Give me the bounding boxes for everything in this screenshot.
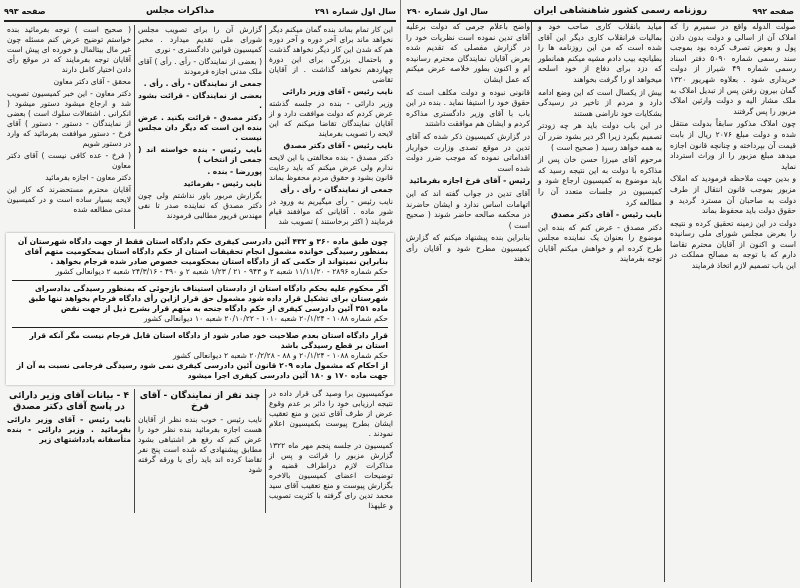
paragraph: دکتر معاون - این خبر کمیسیون تصویب شد و ارجاع میشود دستور میشود ( انکرانی . اشتغالات سلوك است ) بعضی از نمایندگان - دستور - دستور ) آقای فرخ - دستور موافقت بفرمائید که وارد در دستور شویم [7, 89, 131, 148]
paragraph: در گزارش کمیسیون ذکر شده که آقای تدین در موقع تصدی وزارت خواربار اقداماتی نموده که موجب ضرر دولت شده است [406, 131, 530, 173]
clipping-paragraph: حکم شماره ۲۸۹۶ - ۱۱/۱۱/۲۰ شعبه ۲ و ۹۴۳ - ۲۱ / ۱/۲۳ شعبه ۲ و ۴۹۰ - ۲۴/۳/۱۶ شعبه ۲ دیوانعالی کشور [55, 267, 388, 276]
paragraph: صولت الدوله واقع در سمیرم را که املاک آن از اسالی و دولت بدون دادن پول و بعوض تصرف کرده بود بموجب سند رسمی شماره ۵۰۹۰ دفتر اسناد رسمی شماره ۴۹ شیراز از دولت خریداری شود . بعلاوه شهریور ۱۳۲۰ گمان بیرون رفتن پس از تبدیل املاک به ملک مشار الیه و دولت وارثین املاک مزبور را پس گرفتند [670, 22, 797, 116]
paragraph: نایب رئیس - آقای وزیر دارائی بفرمائید . وزیر دارائی - بنده متأسفانه یادداشتهای زیر [7, 415, 131, 444]
left-page-column-right-bottom [265, 389, 396, 513]
paragraph: دکتر مصدق - بنده مخالفتی با این لایحه ندارم ولی عرض میکنم که باید رعایت قانون بشود و حقوق مردم محفوظ بماند [269, 153, 393, 182]
heading: چند نفر از نمایندگان - آقای فرخ [139, 391, 261, 412]
paragraph: و بدین جهت ملاحظه فرمودید که املاک مزبور بموجب قانون انتقال از طرف دولت به صاحبان آن مسترد گردید و حقوق دولت باید محفوظ بماند [670, 174, 796, 216]
issue-number: سال اول شماره ۲۹۰ [407, 6, 489, 16]
clipping-paragraph: حکم شماره ۱۰۸۸ - ۲۰/۱/۲۴ و ۸۸ - ۲۰/۲/۲۸ شعبه ۲ دیوانعالی کشور [172, 351, 388, 360]
issue-number: سال اول شماره ۲۹۱ [314, 6, 396, 16]
paragraph: کمیسیون در جلسه پنجم مهر ماه ۱۳۲۲ گزارش مزبور را قرائت و پس از مذاکرات لازم دراطراف قضیه و توضیحات اعضای کمیسیون بالاخره بگزارش پیوست و منع تعقیب آقای سید محمد تدین رای گرفته با کثریت تصویب و علیهذا [269, 441, 393, 510]
paragraph: میاید بانقلاب کاری صاحب خود و بمالیات فرانقلاب کاری دیگر این آقای شده است که من این روزنامه ها را بطیانچه بیب دادم مشیه میکنم همانطور که دزد برای دفاع از خود اسلحه میخواهد او را گرفت بخواهند [538, 22, 662, 84]
paragraph: آقایان محترم مستحضرند که کار این لایحه بسیار ساده است و در کمیسیون مدتی مطالعه شده [7, 185, 131, 214]
section-title: مذاکرات مجلس [146, 6, 215, 16]
left-page-column-left [4, 25, 134, 229]
paragraph: نایب رئیس - خوب بنده نظر از آقایان هست اجازه بفرمائید بنده نظر خود را عرض کنم که رفع هر اشتباهی بشود مطابق پیشنهادی که شده است پنج نفر تقاضا کرده اند باید رأی با ورقه گرفته شود [138, 415, 262, 474]
right-page-column-right [667, 22, 799, 584]
paragraph: جمعی از نمایندگان - رأی . رأی . [143, 79, 262, 88]
divider [12, 327, 388, 328]
paragraph: در این باب دولت باید هر چه زودتر تصمیم بگیرد زیرا اگر دیر بشود ضرر آن به همه خواهد رسید ( صحیح است ) [538, 121, 662, 152]
clipping-paragraph: بنابراین نمیتواند از حکمی که از دادگاه استان بمحکومیت خصوص صادر شده فرجام بخواهد . [50, 257, 388, 266]
paragraph: نایب رئیس - آقای دکتر مصدق [283, 141, 393, 150]
right-page-column-left [403, 22, 533, 584]
paragraph: بگزارش مربور باور نداشتم ولی چون دکتر مصدق که نماینده صدر تا نفی مهندس فریور مطالبی فرمودند [138, 191, 262, 220]
page-number: صفحه ۹۹۲ [752, 6, 794, 16]
clipping-paragraph: اگر محکوم علیه بحکم دادگاه استان از دادستان استیناف بازجوئی که بمنظور رسیدگی بدادسرای شهرستان برای تشکیل قرار داده شود مشمول حق قرار ازاین رأی دادگاه فرجام بخواهد تنها طبق ماده ۳۵۱ آئین دادرسی کیفری از حکم دادگاه جنحه به متهم قرار بشرح ذیل از جهت نقض [28, 284, 388, 313]
clipping-paragraph: از احکام که مشمول ماده ۲۰۹ قانون آئین دادرسی کیفری نمی شود رسیدگی فرجامی نسبت به آن از جهت ماده ۱۷۰ و ۱۸۰ آئین دادرسی کیفری اجرا میشود [16, 361, 388, 380]
paragraph: دکتر معاون - اجازه بفرمائید [45, 173, 131, 182]
right-page [400, 0, 800, 588]
paragraph: نایب رئیس - رأی میگیریم به ورود در شور ماده . آقایانی که موافقند قیام فرمایند ( اکثر برخاستند ) تصویب شد [269, 197, 393, 226]
paragraph: نایب رئیس - آقای دکتر مصدق [551, 210, 662, 220]
paragraph: پوررضا - بنده . [207, 167, 262, 176]
paragraph: محقق - آقای دکتر معاون [53, 77, 131, 86]
left-page-bottom-columns [4, 389, 396, 513]
paragraph: مرحوم آقای میرزا حسن خان پس از مذاکره با دولت به این نتیجه رسید که باید موضوع به کمیسیون ارجاع شود و کمیسیون در جلسات متعدد آن را مطالعه کرد [538, 155, 662, 207]
paragraph: نایب رئیس - بنده خواسته اند ( جمعی از انتخاب ) [138, 145, 262, 164]
paragraph: ( صحیح است ) توجه بفرمائید بنده خواستم توضیح عرض کنم مسئله چون غیر مال بیتالمال و خورده ای پیش است آقایان توجه بفرمایند که در موقع رأی دادن اختیار کامل دارند [7, 25, 131, 74]
right-page-column-middle [535, 22, 665, 584]
paragraph: ( فرخ - عده کافی نیست ) آقای دکتر معاون [7, 151, 131, 170]
paragraph: نایب رئیس - آقای وزیر دارائی [282, 87, 393, 96]
paragraph: دکتر مصدق - عرض کنم که بنده این موضوع را بعنوان یک نماینده مجلس طرح کرده ام و خواهش میکنم آقایان توجه بفرمایند [538, 222, 662, 264]
left-page-column-left-bottom [4, 389, 134, 513]
paragraph: گزارش آن را برای تصویب مجلس شورای ملی تقدیم میدارد . مخبر کمیسیون قوانین دادگستری - نوری [138, 25, 262, 54]
paragraph: نایب رئیس - بفرمائید [183, 179, 262, 188]
paragraph: بنابراین بنده پیشنهاد میکنم که گزارش کمیسیون مطرح شود و آقایان رأی بدهند [406, 233, 530, 264]
paragraph: واضح باعلام جرمی که دولت برعلیه آقای تدین نموده است نظریات خود را در گزارش مفصلی که تقدیم شده بعرض آقایان نمایندگان محترم رسانیده ام و اکنون بطور خلاصه عرض میکنم که عمل ایشان [406, 22, 530, 84]
paragraph: دکتر مصدق - قرائت بکنید . عرض بنده این است که دیگر دان مجلس نیست . [138, 113, 262, 142]
left-page-top-columns [4, 25, 396, 229]
left-page-header [4, 4, 396, 22]
newspaper-title: روزنامه رسمی کشور شاهنشاهی ایران [533, 6, 708, 16]
paragraph: بعضی از نمایندگان - قرائت بشود . [138, 91, 262, 110]
page-number: صفحه ۹۹۳ [4, 6, 46, 16]
paragraph: چون املاک مذکور سابقاً بدولت منتقل شده و دولت مبلغ ۲۰۷۶ ریال از بابت قیمت آن بپرداخته و چنانچه قانون اجازه میدهد مبلغ مزبور را از وراث استرداد نماید [670, 119, 796, 171]
left-page-column-middle [134, 25, 265, 229]
paragraph: وزیر دارائی - بنده در جلسه گذشته عرض کردم که دولت موافقت دارد و از آقایان نمایندگان تقاضا میکنم که این لایحه را تصویب بفرمایند [269, 99, 393, 138]
paragraph: این کار تمام بماند بنده گمان میکنم دیگر نخواهد ماند برای آخر دوره و آخر دوره هم که شدن این کار دیگر نخواهد گذشت و باحتمال بزرگی برای این دورهٔ چهاردهم نخواهد گذاشت . از آقایان تقاضی [269, 25, 393, 84]
paragraph: قانونی نبوده و دولت مکلف است که حقوق خود را استیفا نماید . بنده در این باب با آقای وزیر دادگستری مذاکره کردم و ایشان هم موافقت داشتند [406, 87, 530, 129]
left-page-column-right [265, 25, 396, 229]
paragraph: جمعی از نمایندگان - رأی . رأی [280, 185, 393, 194]
pasted-clipping [6, 233, 394, 385]
paragraph: بیش از یکسال است که این وضع ادامه دارد و مردم از تاخیر در رسیدگی بشکایات خود ناراضی هستند [538, 87, 662, 118]
paragraph: موکمیسیون برا وصید گی قرار داده در نتیجه ارزیابی خود را دائر بر عدم وقوع عرض از طرف آقای تدین و منع تعقیب ایشان بطرح پیوست بکمیسیون اعلام نمودند . [269, 389, 393, 438]
paragraph: رئیس - آقای فرخ اجازه بفرمائید [409, 176, 530, 186]
paragraph: آقای تدین در جواب گفته اند که این اتهامات اساس ندارد و ایشان حاضرند در محکمه صالحه حاضر شوند ( صحیح است ) [406, 188, 530, 230]
clipping-paragraph: قرار دادگاه استان بعدم صلاحیت خود صادر شود از دادگاه استان قابل فرجام نیست مگر آنکه قرار استان بر قطع رسیدگی باشد [29, 331, 388, 350]
paragraph: ( بعضی از نمایندگان - رأی . رأی ) آقای ملک مدنی اجازه فرمودند [138, 57, 262, 76]
divider [12, 280, 388, 281]
left-page-column-middle-bottom [134, 389, 265, 513]
clipping-paragraph: چون طبق ماده ۳۶۰ و ۴۳۲ آئین دادرسی کیفری حکم دادگاه استان فقط از جهت دادگاه شهرستان آن بمنظور رسیدگی خوانده مشمول انجام تحقیقات استان از حکم دادگاه استان بمحکومیت متهم آقای [17, 237, 388, 256]
heading-finance-minister: ۴ - بیانات آقای وزیر دارائی در پاسخ آقای دکتر مصدق [9, 391, 129, 412]
right-page-header [407, 4, 794, 22]
clipping-paragraph: حکم شماره ۱۰۸۸ - ۲۰/۱/۲۴ شعبه ۱۰۱۰ - ۲۰/۱۰/۲۲ شعبه ۱۰ دیوانعالی کشور [143, 314, 388, 323]
paragraph: دولت در این زمینه تحقیق کرده و نتیجه را بعرض مجلس شورای ملی رسانیده است و اکنون از آقایان محترم تقاضا دارم که با توجه به مصالح مملکت در این باب تصمیم لازم اتخاذ فرمایند [670, 218, 796, 271]
